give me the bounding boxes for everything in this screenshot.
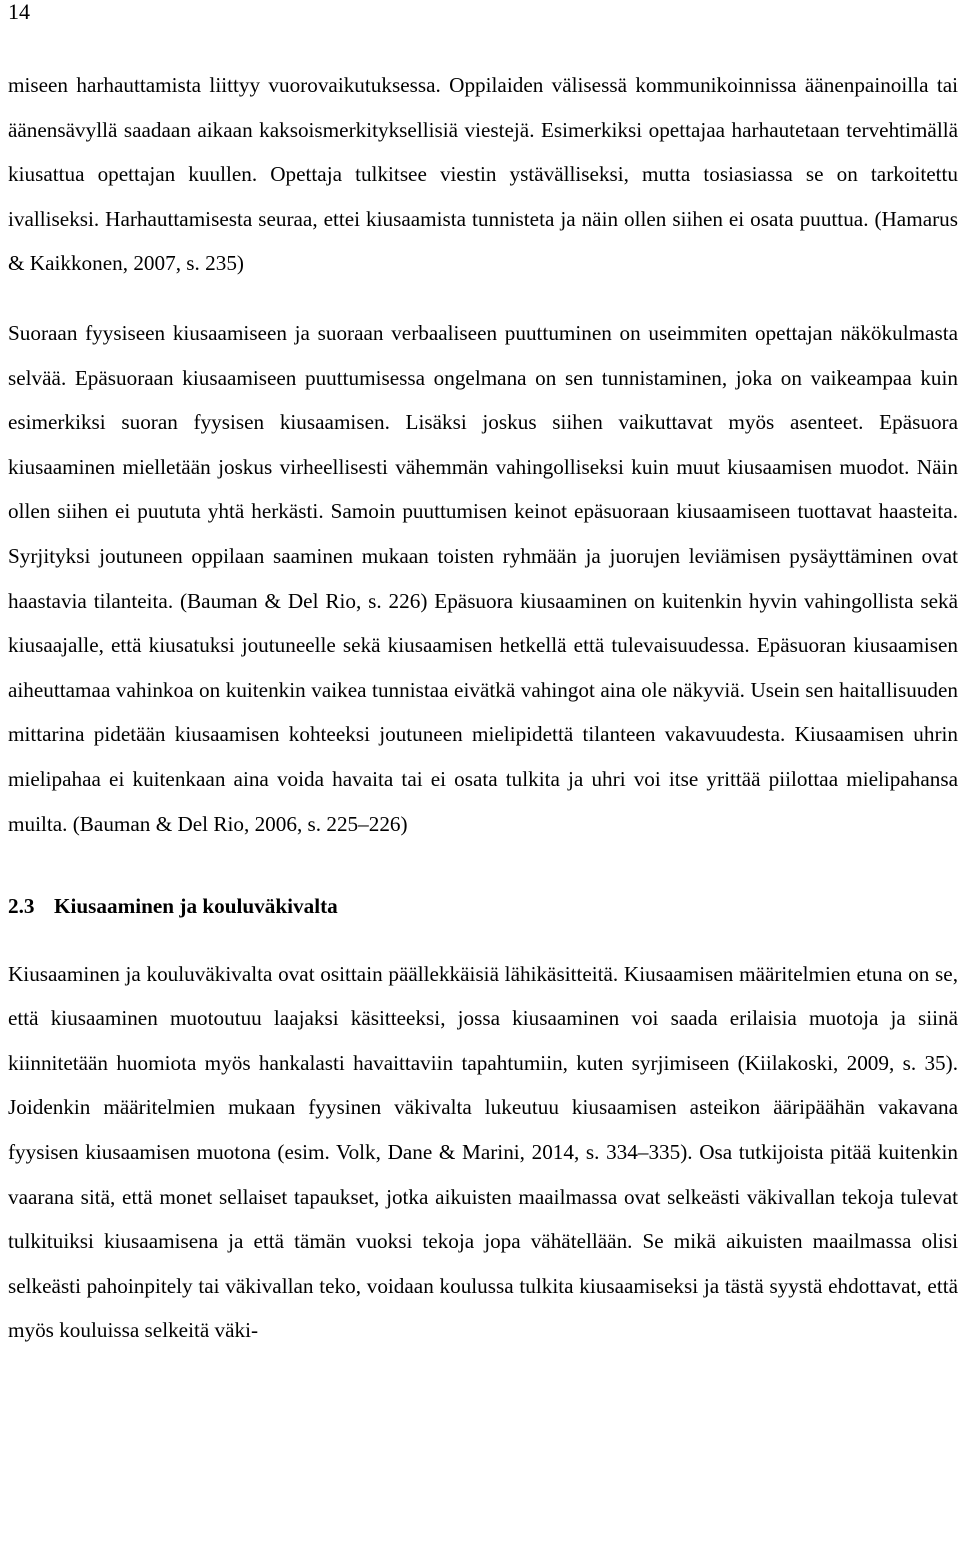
document-body: [8, 63, 958, 1353]
body-paragraph: miseen harhauttamista liittyy vuorovaikutuksessa. Oppilaiden välisessä kommunikoinnissa äänenpainoilla tai äänensävyllä saadaan aikaan kaksoismerkityksellisiä viestejä. Esimerkiksi opettajaa harhautetaan tervehtimällä kiusattua opettajan kuullen. Opettaja tulkitsee viestin ystävälliseksi, mutta tosiasiassa se on tarkoitettu ivalliseksi. Harhauttamisesta seuraa, ettei kiusaamista tunnisteta ja näin ollen siihen ei osata puuttua. (Hamarus & Kaikkonen, 2007, s. 235): [8, 73, 958, 276]
section-number: 2.3: [8, 894, 35, 919]
body-paragraph: Kiusaaminen ja kouluväkivalta ovat osittain päällekkäisiä lähikäsitteitä. Kiusaamisen määritelmien etuna on se, että kiusaaminen muotoutuu laajaksi käsitteeksi, jossa kiusaaminen voi saada erilaisia muotoja ja siinä kiinnitetään huomiota myös hankalasti havaittaviin tapahtumiin, kuten syrjimiseen (Kiilakoski, 2009, s. 35). Joidenkin määritelmien mukaan fyysinen väkivalta lukeutuu kiusaamisen asteikon ääripäähän vakavana fyysisen kiusaamisen muotona (esim. Volk, Dane & Marini, 2014, s. 334–335). Osa tutkijoista pitää kuitenkin vaarana sitä, että monet sellaiset tapaukset, jotka aikuisten maailmassa ovat selkeästi väkivallan tekoja tulevat tulkituiksi kiusaamisena ja että tämän vuoksi tekoja jopa vähätellään. Se mikä aikuisten maailmassa olisi selkeästi pahoinpitely tai väkivallan teko, voidaan koulussa tulkita kiusaamiseksi ja tästä syystä ehdottavat, että myös kouluissa selkeitä väki-: [8, 961, 958, 1343]
section-heading: [8, 884, 958, 929]
body-paragraph: Suoraan fyysiseen kiusaamiseen ja suoraan verbaaliseen puuttuminen on useimmiten opettajan näkökulmasta selvää. Epäsuoraan kiusaamiseen puuttumisessa ongelmana on sen tunnistaminen, joka on vaikeampaa kuin esimerkiksi suoran fyysisen kiusaamisen. Lisäksi joskus siihen vaikuttavat myös asenteet. Epäsuora kiusaaminen mielletään joskus virheellisesti vähemmän vahingolliseksi kuin muut kiusaamisen muodot. Näin ollen siihen ei puututa yhtä herkästi. Samoin puuttumisen keinot epäsuoraan kiusaamiseen tuottavat haasteita. Syrjityksi joutuneen oppilaan saaminen mukaan toisten ryhmään ja juorujen leviämisen pysäyttäminen ovat haastavia tilanteita. (Bauman & Del Rio, s. 226) Epäsuora kiusaaminen on kuitenkin hyvin vahingollista sekä kiusaajalle, että kiusatuksi joutuneelle sekä kiusaamisen hetkellä että tulevaisuudessa. Epäsuoran kiusaamisen aiheuttamaa vahinkoa on kuitenkin vaikea tunnistaa eivätkä vahingot aina ole näkyviä. Usein sen haitallisuuden mittarina pidetään kiusaamisen kohteeksi joutuneen mielipidettä tilanteen vakavuudesta. Kiusaamisen uhrin mielipahaa ei kuitenkaan aina voida havaita tai ei osata tulkita ja uhri voi itse yrittää piilottaa mielipahansa muilta. (Bauman & Del Rio, 2006, s. 225–226): [8, 320, 958, 836]
section-title: Kiusaaminen ja kouluväkivalta: [54, 894, 338, 919]
page-number: 14: [8, 0, 30, 24]
